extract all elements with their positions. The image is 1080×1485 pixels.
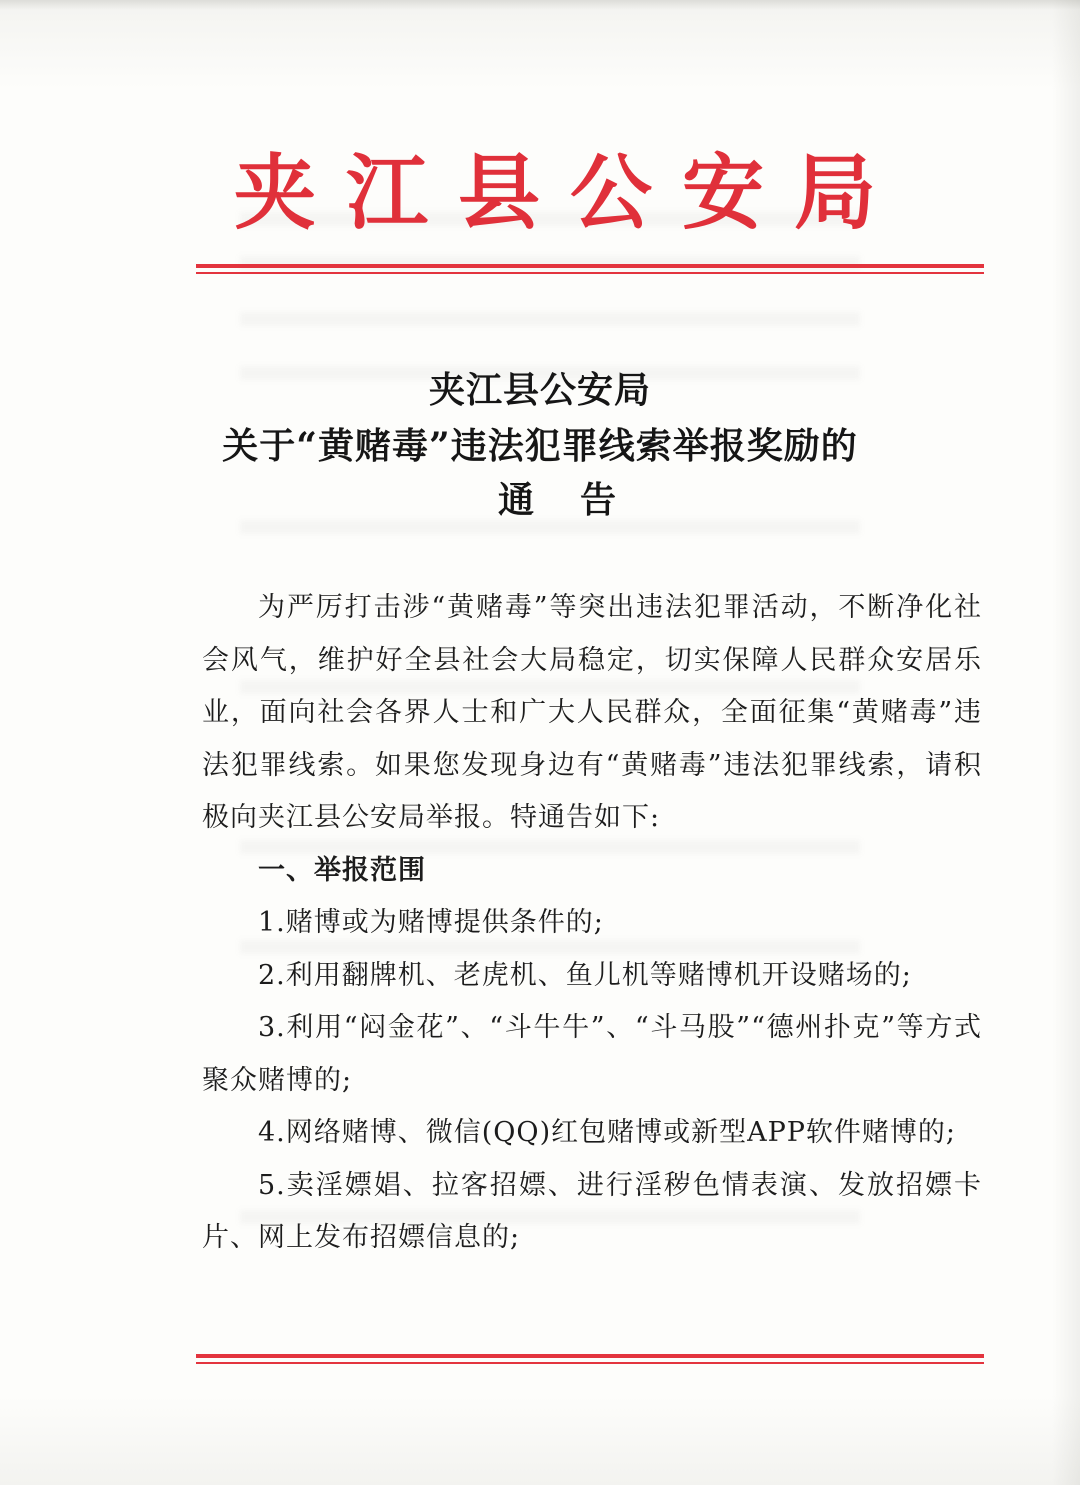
- letterhead-divider: [196, 264, 984, 274]
- notice-title-issuer: 夹江县公安局: [428, 369, 651, 411]
- intro-paragraph: 为严厉打击涉“黄赌毒”等突出违法犯罪活动，不断净化社会风气，维护好全县社会大局稳定，切实保障人民群众安居乐业，面向社会各界人士和广大人民群众，全面征集“黄赌毒”违法犯罪线索。如果您发现身边有“黄赌毒”违法犯罪线索，请积极向夹江县公安局举报。特通告如下:: [202, 592, 982, 833]
- notice-body: [202, 582, 982, 1265]
- show-through-line: [240, 312, 860, 326]
- letterhead-title: 夹江县公安局: [233, 145, 906, 241]
- notice-title-subject: 关于“黄赌毒”违法犯罪线索举报奖励的: [222, 425, 858, 467]
- list-item: 1.赌博或为赌博提供条件的;: [258, 907, 604, 938]
- notice-title-type: 通告: [497, 479, 662, 521]
- list-item: 5.卖淫嫖娼、拉客招嫖、进行淫秽色情表演、发放招嫖卡片、网上发布招嫖信息的;: [202, 1169, 982, 1253]
- list-item: 2.利用翻牌机、老虎机、鱼儿机等赌博机开设赌场的;: [258, 959, 912, 991]
- section-heading: 一、举报范围: [258, 854, 426, 886]
- footer-divider: [196, 1354, 984, 1364]
- list-item: 4.网络赌博、微信(QQ)红包赌博或新型APP软件赌博的;: [258, 1117, 957, 1148]
- list-item: 3.利用“闷金花”、“斗牛牛”、“斗马股”“德州扑克”等方式聚众赌博的;: [202, 1012, 982, 1096]
- scan-top-shadow: [0, 0, 1080, 10]
